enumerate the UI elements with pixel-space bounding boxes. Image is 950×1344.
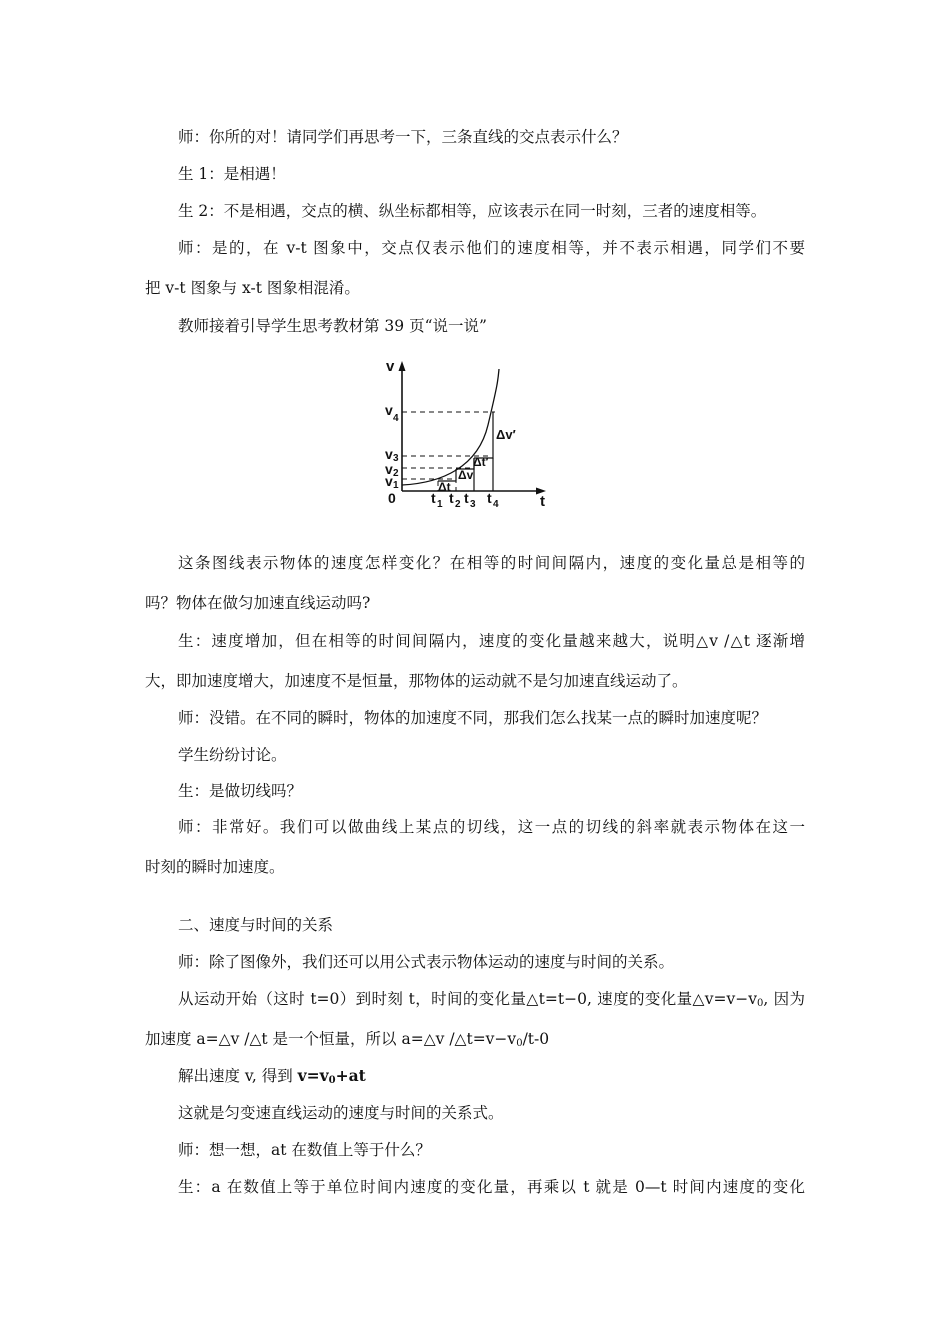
label-delta-t-prime: Δt′	[473, 455, 489, 469]
label-t2: t	[449, 490, 454, 506]
paragraph-solve-velocity	[178, 1065, 805, 1087]
derivation-text-3: 加速度 a=△v /△t 是一个恒量，所以 a=△v /△t=v−v	[145, 1030, 517, 1048]
velocity-formula	[298, 1066, 366, 1085]
paragraph-student-answer-line1: 生：速度增加，但在相等的时间间隔内，速度的变化量越来越大，说明△v /△t 逐渐增	[178, 632, 805, 650]
solve-text: 解出速度 v, 得到	[178, 1067, 298, 1085]
label-delta-t: Δt	[438, 480, 451, 494]
paragraph-teacher-followup: 师：没错。在不同的瞬时，物体的加速度不同，那我们怎么找某一点的瞬时加速度呢？	[178, 709, 768, 727]
label-v4-sub: 4	[393, 413, 399, 424]
label-t3: t	[464, 490, 469, 506]
paragraph-question-line1: 这条图线表示物体的速度怎样变化？在相等的时间间隔内，速度的变化量总是相等的	[178, 554, 805, 572]
label-v1: v	[385, 473, 393, 489]
label-origin: 0	[388, 490, 396, 506]
paragraph-teacher-tangent-line1: 师：非常好。我们可以做曲线上某点的切线，这一点的切线的斜率就表示物体在这一	[178, 818, 805, 836]
label-v2-sub: 2	[393, 468, 399, 479]
paragraph-textbook-reference: 教师接着引导学生思考教材第 39 页“说一说”	[178, 317, 487, 335]
label-t: t	[540, 493, 545, 510]
paragraph-derivation-line1	[178, 988, 805, 1010]
label-t1-sub: 1	[437, 499, 443, 510]
paragraph-teacher-question: 师：你所的对！请同学们再思考一下，三条直线的交点表示什么？	[178, 128, 628, 146]
paragraph-relation-statement: 这就是匀变速直线运动的速度与时间的关系式。	[178, 1104, 504, 1122]
label-t1: t	[431, 490, 436, 506]
paragraph-student-at-answer: 生：a 在数值上等于单位时间内速度的变化量，再乘以 t 就是 0—t 时间内速度的变化	[178, 1178, 805, 1196]
paragraph-teacher-tangent-line2: 时刻的瞬时加速度。	[145, 858, 285, 876]
paragraph-teacher-reply-line1: 师：是的，在 v-t 图象中，交点仅表示他们的速度相等，并不表示相遇，同学们不要	[178, 239, 805, 257]
paragraph-teacher-reply-line2: 把 v-t 图象与 x-t 图象相混淆。	[145, 279, 360, 297]
paragraph-student-answer-line2: 大，即加速度增大，加速度不是恒量，那物体的运动就不是匀加速直线运动了。	[145, 672, 688, 690]
derivation-text-2: , 因为	[763, 990, 805, 1008]
label-t3-sub: 3	[470, 499, 476, 510]
label-v2: v	[385, 461, 393, 477]
paragraph-student-tangent: 生：是做切线吗？	[178, 782, 303, 800]
paragraph-students-discuss: 学生纷纷讨论。	[178, 746, 287, 764]
label-v3: v	[385, 446, 393, 462]
label-t4: t	[487, 490, 492, 506]
label-delta-v: Δv	[458, 468, 474, 482]
label-t4-sub: 4	[493, 499, 499, 510]
v-axis-arrow	[399, 361, 406, 371]
derivation-sub-1: 0	[757, 998, 764, 1009]
formula-part-2: +at	[335, 1066, 366, 1085]
derivation-sub-2: 0	[516, 1038, 523, 1049]
derivation-text-4: /t-0	[522, 1030, 550, 1048]
paragraph-teacher-think: 师：想一想，at 在数值上等于什么？	[178, 1141, 431, 1159]
paragraph-question-line2: 吗？物体在做匀加速直线运动吗?	[145, 594, 371, 612]
vt-graph-figure	[380, 355, 560, 515]
label-v3-sub: 3	[393, 453, 399, 464]
label-v: v	[386, 358, 395, 375]
derivation-text-1: 从运动开始（这时 t=0）到时刻 t，时间的变化量△t=t−0, 速度的变化量△v=v−v	[178, 990, 757, 1008]
formula-part-1: v=v	[297, 1066, 329, 1085]
paragraph-teacher-formula-intro: 师：除了图像外，我们还可以用公式表示物体运动的速度与时间的关系。	[178, 953, 675, 971]
section-heading: 二、速度与时间的关系	[178, 916, 334, 934]
paragraph-derivation-line2	[145, 1028, 805, 1050]
label-v1-sub: 1	[393, 480, 399, 491]
paragraph-student1-answer: 生 1：是相遇！	[178, 165, 286, 183]
label-delta-v-prime: Δv′	[496, 427, 516, 442]
label-t2-sub: 2	[455, 499, 461, 510]
paragraph-student2-answer: 生 2：不是相遇，交点的横、纵坐标都相等，应该表示在同一时刻，三者的速度相等。	[178, 202, 767, 220]
formula-sub: 0	[328, 1075, 336, 1086]
label-v4: v	[385, 402, 393, 418]
